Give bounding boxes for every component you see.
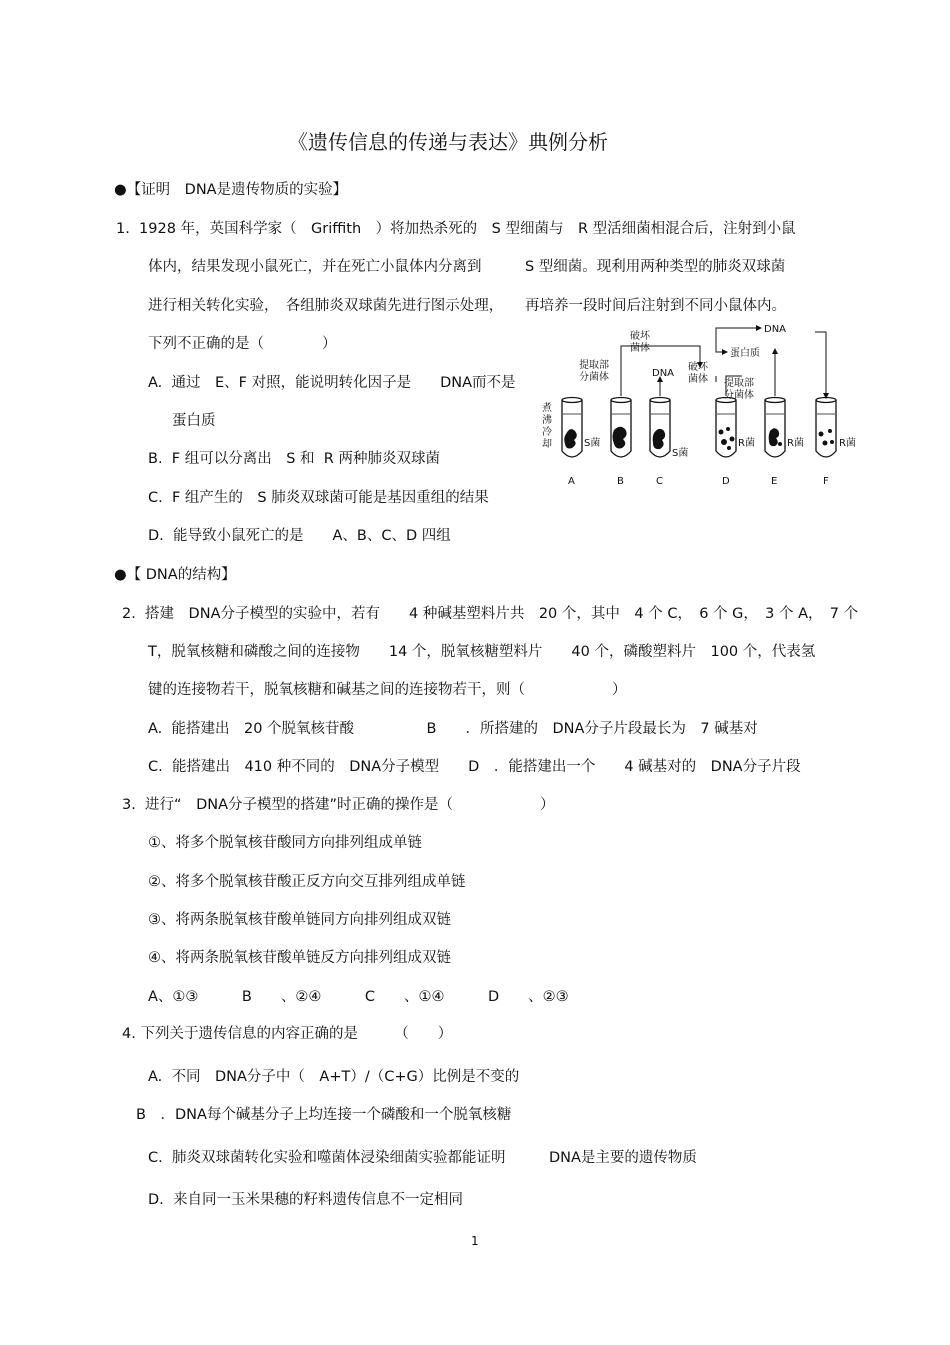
boil-label-2: 沸 xyxy=(542,415,552,426)
q3-options: A、①③ B 、②④ C 、①④ D 、②③ xyxy=(148,989,569,1005)
tube-label-c: C xyxy=(656,476,663,487)
tube-label-e: E xyxy=(771,476,778,487)
q1-option-b: B. F 组可以分离出 S 和 R 两种肺炎双球菌 xyxy=(148,451,440,467)
q3-statement-3: ③、将两条脱氧核苷酸单链同方向排列组成双链 xyxy=(148,912,451,928)
boil-label-1: 煮 xyxy=(542,403,552,414)
q2-options-ab: A. 能搭建出 20 个脱氧核苷酸 B ．所搭建的 DNA分子片段最长为 7 碱基对 xyxy=(148,721,758,737)
q4-option-d: D. 来自同一玉米果穗的籽料遗传信息不一定相同 xyxy=(148,1192,463,1208)
r-bacteria-label-d: R菌 xyxy=(738,438,755,449)
s-bacteria-label-c: S菌 xyxy=(672,448,689,459)
extract-label-1: 提取部 xyxy=(579,360,609,371)
dna-label-top: DNA xyxy=(764,324,787,335)
q1-line4: 下列不正确的是（ ） xyxy=(148,336,337,352)
q1-option-d: D. 能导致小鼠死亡的是 A、B、C、D 四组 xyxy=(148,528,451,544)
page-number: 1 xyxy=(471,1234,479,1248)
tube-label-d: D xyxy=(722,476,730,487)
r-bacteria-label-e: R菌 xyxy=(787,438,804,449)
q4-option-c: C. 肺炎双球菌转化实验和噬菌体浸染细菌实验都能证明 DNA是主要的遗传物质 xyxy=(148,1150,697,1166)
q2-options-cd: C. 能搭建出 410 种不同的 DNA分子模型 D ．能搭建出一个 4 碱基对的 DNA分子片段 xyxy=(148,759,801,775)
tube-label-f: F xyxy=(823,476,829,487)
q3-line1: 3. 进行“ DNA分子模型的搭建”时正确的操作是（ ） xyxy=(122,797,555,813)
q1-line3: 进行相关转化实验， 各组肺炎双球菌先进行图示处理， 再培养一段时间后注射到不同小鼠体内。 xyxy=(148,298,786,314)
q4-line1: 4. 下列关于遗传信息的内容正确的是 （ ） xyxy=(122,1026,453,1042)
q4-option-b: B ．DNA每个碱基分子上均连接一个磷酸和一个脱氧核糖 xyxy=(136,1107,512,1123)
r-bacteria-label-f: R菌 xyxy=(839,438,856,449)
boil-label-3: 冷 xyxy=(542,427,552,438)
q1-line2: 体内，结果发现小鼠死亡，并在死亡小鼠体内分离到 S 型细菌。现利用两种类型的肺炎双球菌 xyxy=(148,259,786,275)
q2-line3: 键的连接物若干，脱氧核糖和碱基之间的连接物若干，则（ ） xyxy=(148,682,627,698)
extract-label-4: 分菌体 xyxy=(724,390,754,401)
q4-option-a: A. 不同 DNA分子中（ A+T）/（C+G）比例是不变的 xyxy=(148,1069,520,1085)
section-heading-dna-proof: ●【证明 DNA是遗传物质的实验】 xyxy=(114,182,348,198)
tube-label-a: A xyxy=(568,476,575,487)
q2-line1: 2. 搭建 DNA分子模型的实验中，若有 4 种碱基塑料片共 20 个，其中 4 个 C， 6 个 G， 3 个 A， 7 个 xyxy=(122,606,859,622)
boil-label-4: 却 xyxy=(542,439,552,450)
protein-label: 蛋白质 xyxy=(730,348,760,359)
dna-label-c: DNA xyxy=(652,368,675,379)
q1-option-a: A. 通过 E、F 对照，能说明转化因子是 DNA而不是 xyxy=(148,375,516,391)
destroy-label-1: 破坏 xyxy=(630,331,650,342)
q3-statement-2: ②、将多个脱氧核苷酸正反方向交互排列组成单链 xyxy=(148,874,466,890)
destroy-label-3: 破坏 xyxy=(688,362,708,373)
destroy-label-2: 菌体 xyxy=(630,343,650,354)
section-heading-dna-structure: ●【 DNA的结构】 xyxy=(114,567,236,583)
q2-line2: T，脱氧核糖和磷酸之间的连接物 14 个，脱氧核糖塑料片 40 个，磷酸塑料片 100 个，代表氢 xyxy=(148,644,816,660)
page-title: 《遗传信息的传递与表达》典例分析 xyxy=(288,130,608,154)
destroy-label-4: 菌体 xyxy=(688,374,708,385)
q3-statement-4: ④、将两条脱氧核苷酸单链反方向排列组成双链 xyxy=(148,950,451,966)
transformation-experiment-figure xyxy=(530,318,870,494)
extract-label-3: 提取部 xyxy=(724,378,754,389)
tube-label-b: B xyxy=(617,476,624,487)
extract-label-2: 分菌体 xyxy=(579,372,609,383)
q1-option-a-cont: 蛋白质 xyxy=(172,413,216,429)
q3-statement-1: ①、将多个脱氧核苷酸同方向排列组成单链 xyxy=(148,835,422,851)
s-bacteria-label-a: S菌 xyxy=(584,438,601,449)
q1-option-c: C. F 组产生的 S 肺炎双球菌可能是基因重组的结果 xyxy=(148,490,489,506)
q1-line1: 1. 1928 年，英国科学家（ Griffith ）将加热杀死的 S 型细菌与 R 型活细菌相混合后，注射到小鼠 xyxy=(116,221,796,237)
